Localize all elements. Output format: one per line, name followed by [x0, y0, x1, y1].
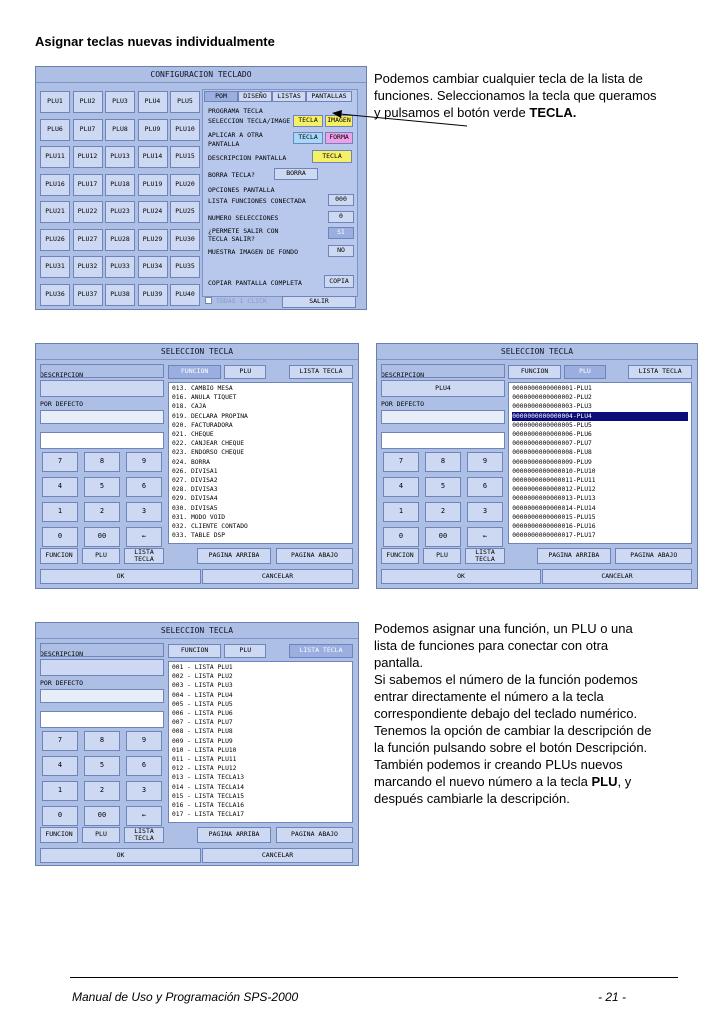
keypad-key[interactable]: 3 [467, 502, 503, 522]
keypad-key[interactable]: 2 [84, 781, 120, 801]
footer-manual-title: Manual de Uso y Programación SPS-2000 [72, 990, 299, 1004]
por-defecto-label: POR DEFECTO [40, 679, 84, 687]
plu-key[interactable]: PLU40 [170, 284, 200, 306]
paragraph-2-line-7: Tenemos la opción de cambiar la descripción de [374, 723, 652, 738]
keypad-key[interactable]: 3 [126, 502, 162, 522]
paragraph-1-line-3 [374, 104, 704, 121]
lista-funciones-value[interactable]: 000 [328, 194, 354, 206]
paragraph-2-line-6: correspondiente debajo del teclado numérico. [374, 706, 638, 721]
tab-listas[interactable]: LISTAS [272, 91, 306, 102]
descripcion-button[interactable] [40, 364, 164, 378]
list-item[interactable]: 0000000000000006-PLU6 [512, 431, 592, 439]
plu-key[interactable]: PLU25 [170, 201, 200, 223]
keypad-key[interactable]: 6 [467, 477, 503, 497]
paragraph-2-line-5: entrar directamente el número a la tecla [374, 689, 604, 704]
seleccion-screen-plu [376, 343, 698, 589]
plu-key[interactable]: PLU22 [73, 201, 103, 223]
list-item[interactable]: 009 - LISTA PLU9 [172, 737, 233, 745]
plu-key[interactable]: PLU12 [73, 146, 103, 168]
por-defecto-field[interactable] [40, 689, 164, 703]
paragraph-2-line-1: Podemos asignar una función, un PLU o una [374, 621, 633, 636]
plu-key[interactable]: PLU21 [40, 201, 70, 223]
plu-key[interactable]: PLU1 [40, 91, 70, 113]
list-item[interactable]: 028. DIVISA3 [172, 486, 218, 494]
paragraph-1-line-3-text: y pulsamos el botón verde [374, 105, 530, 120]
lista-funciones-label: LISTA FUNCIONES CONECTADA [208, 197, 306, 205]
tab-pom[interactable]: POM [204, 91, 238, 102]
keypad-key[interactable]: 5 [84, 756, 120, 776]
keypad-key[interactable]: 00 [84, 527, 120, 547]
list-item[interactable]: 0000000000000013-PLU13 [512, 495, 596, 503]
lista-tecla-line-1: LISTA [134, 826, 154, 835]
list-item[interactable]: 006 - LISTA PLU6 [172, 710, 233, 718]
pagina-arriba-button[interactable]: PAGINA ARRIBA [197, 548, 271, 564]
plu-key[interactable]: PLU18 [105, 174, 135, 196]
list-item[interactable]: 0000000000000011-PLU11 [512, 477, 596, 485]
pagina-abajo-button[interactable]: PAGINA ABAJO [276, 548, 353, 564]
list-item[interactable]: 016. ANULA TIQUET [172, 394, 237, 402]
list-item[interactable]: 021. CHEQUE [172, 431, 214, 439]
tab-funcion[interactable]: FUNCION [508, 365, 561, 379]
por-defecto-label: POR DEFECTO [381, 400, 425, 408]
seleccion-screen-funcion [35, 343, 359, 589]
plu-key[interactable]: PLU6 [40, 119, 70, 141]
descripcion-pantalla-label: DESCRIPCION PANTALLA [208, 154, 287, 162]
seleccion-screen-lista [35, 622, 359, 866]
list-item[interactable]: 010 - LISTA PLU10 [172, 746, 237, 754]
plu-key[interactable]: PLU35 [170, 256, 200, 278]
cancelar-button[interactable]: CANCELAR [542, 569, 692, 584]
keypad-key[interactable]: 7 [383, 452, 419, 472]
descripcion-button[interactable] [40, 643, 164, 657]
tab-lista[interactable]: LISTA TECLA [289, 644, 353, 658]
list-item[interactable]: 027. DIVISA2 [172, 477, 218, 485]
lista-tecla-line-1: LISTA [475, 547, 495, 556]
keypad-key[interactable]: 9 [126, 452, 162, 472]
programa-tecla-label: PROGRAMA TECLA [208, 107, 263, 115]
por-defecto-label: POR DEFECTO [40, 400, 84, 408]
keypad-key[interactable]: 00 [84, 806, 120, 826]
list-item[interactable]: 016 - LISTA TECLA16 [172, 802, 245, 810]
ok-button[interactable]: OK [40, 848, 201, 863]
tecla-apply-button[interactable]: TECLA [293, 132, 323, 144]
aplicar-label: APLICAR A OTRA [208, 131, 263, 139]
descripcion-label: DESCRIPCION [381, 371, 425, 379]
list-item[interactable]: 0000000000000008-PLU8 [512, 449, 592, 457]
plu-key[interactable]: PLU17 [73, 174, 103, 196]
paragraph-2-line-11: después cambiarle la descripción. [374, 791, 570, 806]
copia-button[interactable]: COPIA [324, 275, 354, 288]
keypad-key[interactable]: ← [126, 527, 162, 547]
screen-title: SELECCION TECLA [36, 623, 358, 639]
keypad-key[interactable]: ← [126, 806, 162, 826]
plu-button[interactable]: PLU [423, 548, 461, 564]
screen-title: SELECCION TECLA [36, 344, 358, 360]
borra-tecla-label: BORRA TECLA? [208, 171, 255, 179]
forma-button[interactable]: FORMA [325, 132, 353, 144]
list-item[interactable]: 012 - LISTA PLU12 [172, 765, 237, 773]
list-item[interactable]: 003 - LISTA PLU3 [172, 682, 233, 690]
config-screen [35, 66, 367, 310]
plu-button[interactable]: PLU [82, 827, 120, 843]
plu-key[interactable]: PLU34 [138, 256, 168, 278]
lista-tecla-line-1: LISTA [134, 547, 154, 556]
lista-tecla-button[interactable] [124, 827, 164, 843]
plu-key[interactable]: PLU26 [40, 229, 70, 251]
keypad-key[interactable]: 1 [42, 502, 78, 522]
keypad-key[interactable]: 0 [42, 806, 78, 826]
plu-key[interactable]: PLU19 [138, 174, 168, 196]
lista-tecla-line-2: TECLA [134, 834, 154, 842]
todas-checkbox-label: TODAS 1 CLICK [216, 297, 267, 305]
plu-key[interactable]: PLU28 [105, 229, 135, 251]
tab-plu[interactable]: PLU [224, 365, 266, 379]
screen-title: SELECCION TECLA [377, 344, 697, 360]
list-item[interactable]: 0000000000000001-PLU1 [512, 385, 592, 392]
keypad-key[interactable]: 1 [383, 502, 419, 522]
list-item[interactable]: 018. CAJA [172, 403, 207, 411]
list-item[interactable]: 005 - LISTA PLU5 [172, 700, 233, 708]
plu-key[interactable]: PLU13 [105, 146, 135, 168]
salir-button[interactable]: SALIR [282, 296, 356, 308]
numero-selecciones-label: NUMERO SELECCIONES [208, 214, 279, 222]
imagen-button[interactable]: IMAGEN [325, 115, 353, 127]
plu-key[interactable]: PLU4 [138, 91, 168, 113]
pagina-abajo-button[interactable]: PAGINA ABAJO [615, 548, 692, 564]
pagina-arriba-button[interactable]: PAGINA ARRIBA [537, 548, 611, 564]
por-defecto-field[interactable] [381, 410, 505, 424]
plu-key[interactable]: PLU3 [105, 91, 135, 113]
list-item[interactable]: 023. ENDORSO CHEQUE [172, 449, 245, 457]
paragraph-2-line-4: Si sabemos el número de la función podemos [374, 672, 638, 687]
plu-key[interactable]: PLU2 [73, 91, 103, 113]
plu-key[interactable]: PLU10 [170, 119, 200, 141]
paragraph-2-line-3: pantalla. [374, 655, 424, 670]
list-item[interactable]: 0000000000000005-PLU5 [512, 421, 592, 429]
config-screen-title: CONFIGURACION TECLADO [36, 67, 366, 83]
plu-key[interactable]: PLU9 [138, 119, 168, 141]
keypad-key[interactable]: 5 [425, 477, 461, 497]
paragraph-2-line-10 [374, 773, 704, 790]
paragraph-2-line-2: lista de funciones para conectar con otra [374, 638, 609, 653]
list-item[interactable]: 031. MODO VOID [172, 513, 226, 521]
list-item[interactable]: 0000000000000016-PLU16 [512, 523, 596, 531]
permite-salir-label-1: ¿PERMETE SALIR CON [208, 227, 279, 235]
paragraph-1-line-2: funciones. Seleccionamos la tecla que queramos [374, 88, 657, 103]
tab-lista[interactable]: LISTA TECLA [289, 365, 353, 379]
list-item[interactable]: 013 - LISTA TECLA13 [172, 774, 245, 782]
keypad-key[interactable]: 6 [126, 756, 162, 776]
keypad-key[interactable]: 4 [42, 756, 78, 776]
tab-funcion[interactable]: FUNCION [168, 644, 221, 658]
keypad-key[interactable]: 4 [42, 477, 78, 497]
descripcion-value[interactable]: PLU4 [381, 380, 505, 397]
ok-button[interactable]: OK [381, 569, 541, 584]
funcion-button[interactable]: FUNCION [40, 827, 78, 843]
seleccion-tecla-label: SELECCION TECLA/IMAGE [208, 117, 291, 125]
list-item[interactable]: 030. DIVISA5 [172, 504, 218, 512]
keypad-key[interactable]: 8 [84, 731, 120, 751]
keypad-key[interactable]: 3 [126, 781, 162, 801]
plu-key[interactable]: PLU15 [170, 146, 200, 168]
keypad-key[interactable]: 9 [467, 452, 503, 472]
plu-key[interactable]: PLU8 [105, 119, 135, 141]
opciones-pantalla-label: OPCIONES PANTALLA [208, 186, 275, 194]
plu-key[interactable]: PLU37 [73, 284, 103, 306]
permite-salir-label-2: TECLA SALIR? [208, 235, 255, 243]
list-item[interactable]: 019. DECLARA PROPINA [172, 412, 248, 420]
keypad-key[interactable]: 2 [425, 502, 461, 522]
paragraph-2-line-8: la función pulsando sobre el botón Descripción. [374, 740, 648, 755]
todas-checkbox[interactable] [205, 297, 212, 304]
plu-key[interactable]: PLU30 [170, 229, 200, 251]
list-item[interactable]: 0000000000000004-PLU4 [512, 412, 688, 421]
list-item[interactable]: 032. CLIENTE CONTADO [172, 523, 248, 531]
tecla-button[interactable]: TECLA [293, 115, 323, 127]
funcion-button[interactable]: FUNCION [381, 548, 419, 564]
list-item[interactable]: 001 - LISTA PLU1 [172, 664, 233, 671]
list-item[interactable]: 0000000000000015-PLU15 [512, 513, 596, 521]
list-item[interactable]: 0000000000000012-PLU12 [512, 486, 596, 494]
list-item[interactable]: 008 - LISTA PLU8 [172, 728, 233, 736]
list-item[interactable]: 026. DIVISA1 [172, 467, 218, 475]
plu-key[interactable]: PLU31 [40, 256, 70, 278]
list-item[interactable]: 002 - LISTA PLU2 [172, 673, 233, 681]
list-item[interactable]: 029. DIVISA4 [172, 495, 218, 503]
copiar-pantalla-label: COPIAR PANTALLA COMPLETA [208, 279, 302, 287]
plu-key[interactable]: PLU5 [170, 91, 200, 113]
tab-plu[interactable]: PLU [564, 365, 606, 379]
ok-button[interactable]: OK [40, 569, 201, 584]
plu-key[interactable]: PLU27 [73, 229, 103, 251]
plu-key[interactable]: PLU36 [40, 284, 70, 306]
list-item[interactable]: 0000000000000003-PLU3 [512, 403, 592, 411]
muestra-imagen-value[interactable]: NO [328, 245, 354, 257]
plu-key[interactable]: PLU7 [73, 119, 103, 141]
footer-page-number: - 21 - [598, 990, 627, 1004]
list-item[interactable]: 024. BORRA [172, 458, 210, 466]
lista-tecla-line-2: TECLA [134, 555, 154, 563]
list-item[interactable]: 013. CAMBIO MESA [172, 385, 233, 392]
plu-key[interactable]: PLU32 [73, 256, 103, 278]
keypad-key[interactable]: 1 [42, 781, 78, 801]
list-item[interactable]: 0000000000000009-PLU9 [512, 458, 592, 466]
keypad-key[interactable]: 6 [126, 477, 162, 497]
tab-pantallas[interactable]: PANTALLAS [306, 91, 352, 102]
paragraph-2-line-10-text: marcando el nuevo número a la tecla [374, 774, 592, 789]
descripcion-value[interactable] [40, 659, 164, 676]
keypad-key[interactable]: ← [467, 527, 503, 547]
tab-plu[interactable]: PLU [224, 644, 266, 658]
descripcion-button[interactable] [381, 364, 505, 378]
lista-tecla-button[interactable] [124, 548, 164, 564]
tab-lista[interactable]: LISTA TECLA [628, 365, 692, 379]
paragraph-2-line-10-end: , y [617, 774, 632, 789]
tab-funcion[interactable]: FUNCION [168, 365, 221, 379]
plu-button[interactable]: PLU [82, 548, 120, 564]
pagina-arriba-button[interactable]: PAGINA ARRIBA [197, 827, 271, 843]
plu-key[interactable]: PLU33 [105, 256, 135, 278]
keypad-key[interactable]: 8 [84, 452, 120, 472]
keypad-key[interactable]: 0 [383, 527, 419, 547]
selection-list[interactable] [168, 382, 353, 544]
plu-key[interactable]: PLU38 [105, 284, 135, 306]
list-item[interactable]: 0000000000000002-PLU2 [512, 394, 592, 402]
plu-key[interactable]: PLU23 [105, 201, 135, 223]
numero-selecciones-value[interactable]: 0 [328, 211, 354, 223]
list-item[interactable]: 015 - LISTA TECLA15 [172, 792, 245, 800]
paragraph-1-line-1: Podemos cambiar cualquier tecla de la lista de [374, 71, 643, 86]
plu-key[interactable]: PLU16 [40, 174, 70, 196]
lista-tecla-button[interactable] [465, 548, 505, 564]
keypad-key[interactable]: 4 [383, 477, 419, 497]
keypad-key[interactable]: 9 [126, 731, 162, 751]
lista-tecla-line-2: TECLA [475, 555, 495, 563]
por-defecto-field[interactable] [40, 410, 164, 424]
plu-key[interactable]: PLU20 [170, 174, 200, 196]
permite-salir-value[interactable]: SI [328, 227, 354, 239]
pantalla-label: PANTALLA [208, 140, 240, 148]
plu-key[interactable]: PLU39 [138, 284, 168, 306]
numeric-entry-field[interactable] [381, 432, 505, 449]
keypad-key[interactable]: 7 [42, 731, 78, 751]
cancelar-button[interactable]: CANCELAR [202, 848, 353, 863]
descripcion-label: DESCRIPCION [40, 371, 84, 379]
page-title: Asignar teclas nuevas individualmente [35, 34, 275, 49]
paragraph-1 [374, 70, 704, 121]
selection-list[interactable] [168, 661, 353, 823]
list-item[interactable]: 033. TABLE DSP [172, 532, 226, 540]
list-item[interactable]: 004 - LISTA PLU4 [172, 691, 233, 699]
plu-key[interactable]: PLU14 [138, 146, 168, 168]
list-item[interactable]: 0000000000000014-PLU14 [512, 504, 596, 512]
list-item[interactable]: 014 - LISTA TECLA14 [172, 783, 245, 791]
paragraph-2 [374, 620, 704, 807]
list-item[interactable]: 0000000000000010-PLU10 [512, 467, 596, 475]
keypad-key[interactable]: 0 [42, 527, 78, 547]
keypad-key[interactable]: 5 [84, 477, 120, 497]
list-item[interactable]: 0000000000000017-PLU17 [512, 532, 596, 540]
plu-key[interactable]: PLU11 [40, 146, 70, 168]
plu-key[interactable]: PLU29 [138, 229, 168, 251]
list-item[interactable]: 020. FACTURADORA [172, 421, 233, 429]
list-item[interactable]: 007 - LISTA PLU7 [172, 719, 233, 727]
keypad-key[interactable]: 7 [42, 452, 78, 472]
tab-diseno[interactable]: DISEÑO [238, 91, 272, 102]
list-item[interactable]: 0000000000000007-PLU7 [512, 440, 592, 448]
paragraph-2-line-9: También podemos ir creando PLUs nuevos [374, 757, 623, 772]
tecla-desc-button[interactable]: TECLA [312, 150, 352, 163]
list-item[interactable]: 011 - LISTA PLU11 [172, 756, 237, 764]
borra-button[interactable]: BORRA [274, 168, 318, 180]
funcion-button[interactable]: FUNCION [40, 548, 78, 564]
plu-key[interactable]: PLU24 [138, 201, 168, 223]
selection-list[interactable] [508, 382, 692, 544]
keypad-key[interactable]: 8 [425, 452, 461, 472]
list-item[interactable]: 017 - LISTA TECLA17 [172, 811, 245, 819]
numeric-entry-field[interactable] [40, 711, 164, 728]
paragraph-2-plu-bold: PLU [591, 774, 618, 789]
footer-rule [70, 977, 678, 978]
pagina-abajo-button[interactable]: PAGINA ABAJO [276, 827, 353, 843]
descripcion-value[interactable] [40, 380, 164, 397]
numeric-entry-field[interactable] [40, 432, 164, 449]
keypad-key[interactable]: 2 [84, 502, 120, 522]
list-item[interactable]: 022. CANJEAR CHEQUE [172, 440, 245, 448]
descripcion-label: DESCRIPCION [40, 650, 84, 658]
paragraph-1-tecla-bold: TECLA. [529, 105, 577, 120]
muestra-imagen-label: MUESTRA IMAGEN DE FONDO [208, 248, 299, 256]
cancelar-button[interactable]: CANCELAR [202, 569, 353, 584]
keypad-key[interactable]: 00 [425, 527, 461, 547]
